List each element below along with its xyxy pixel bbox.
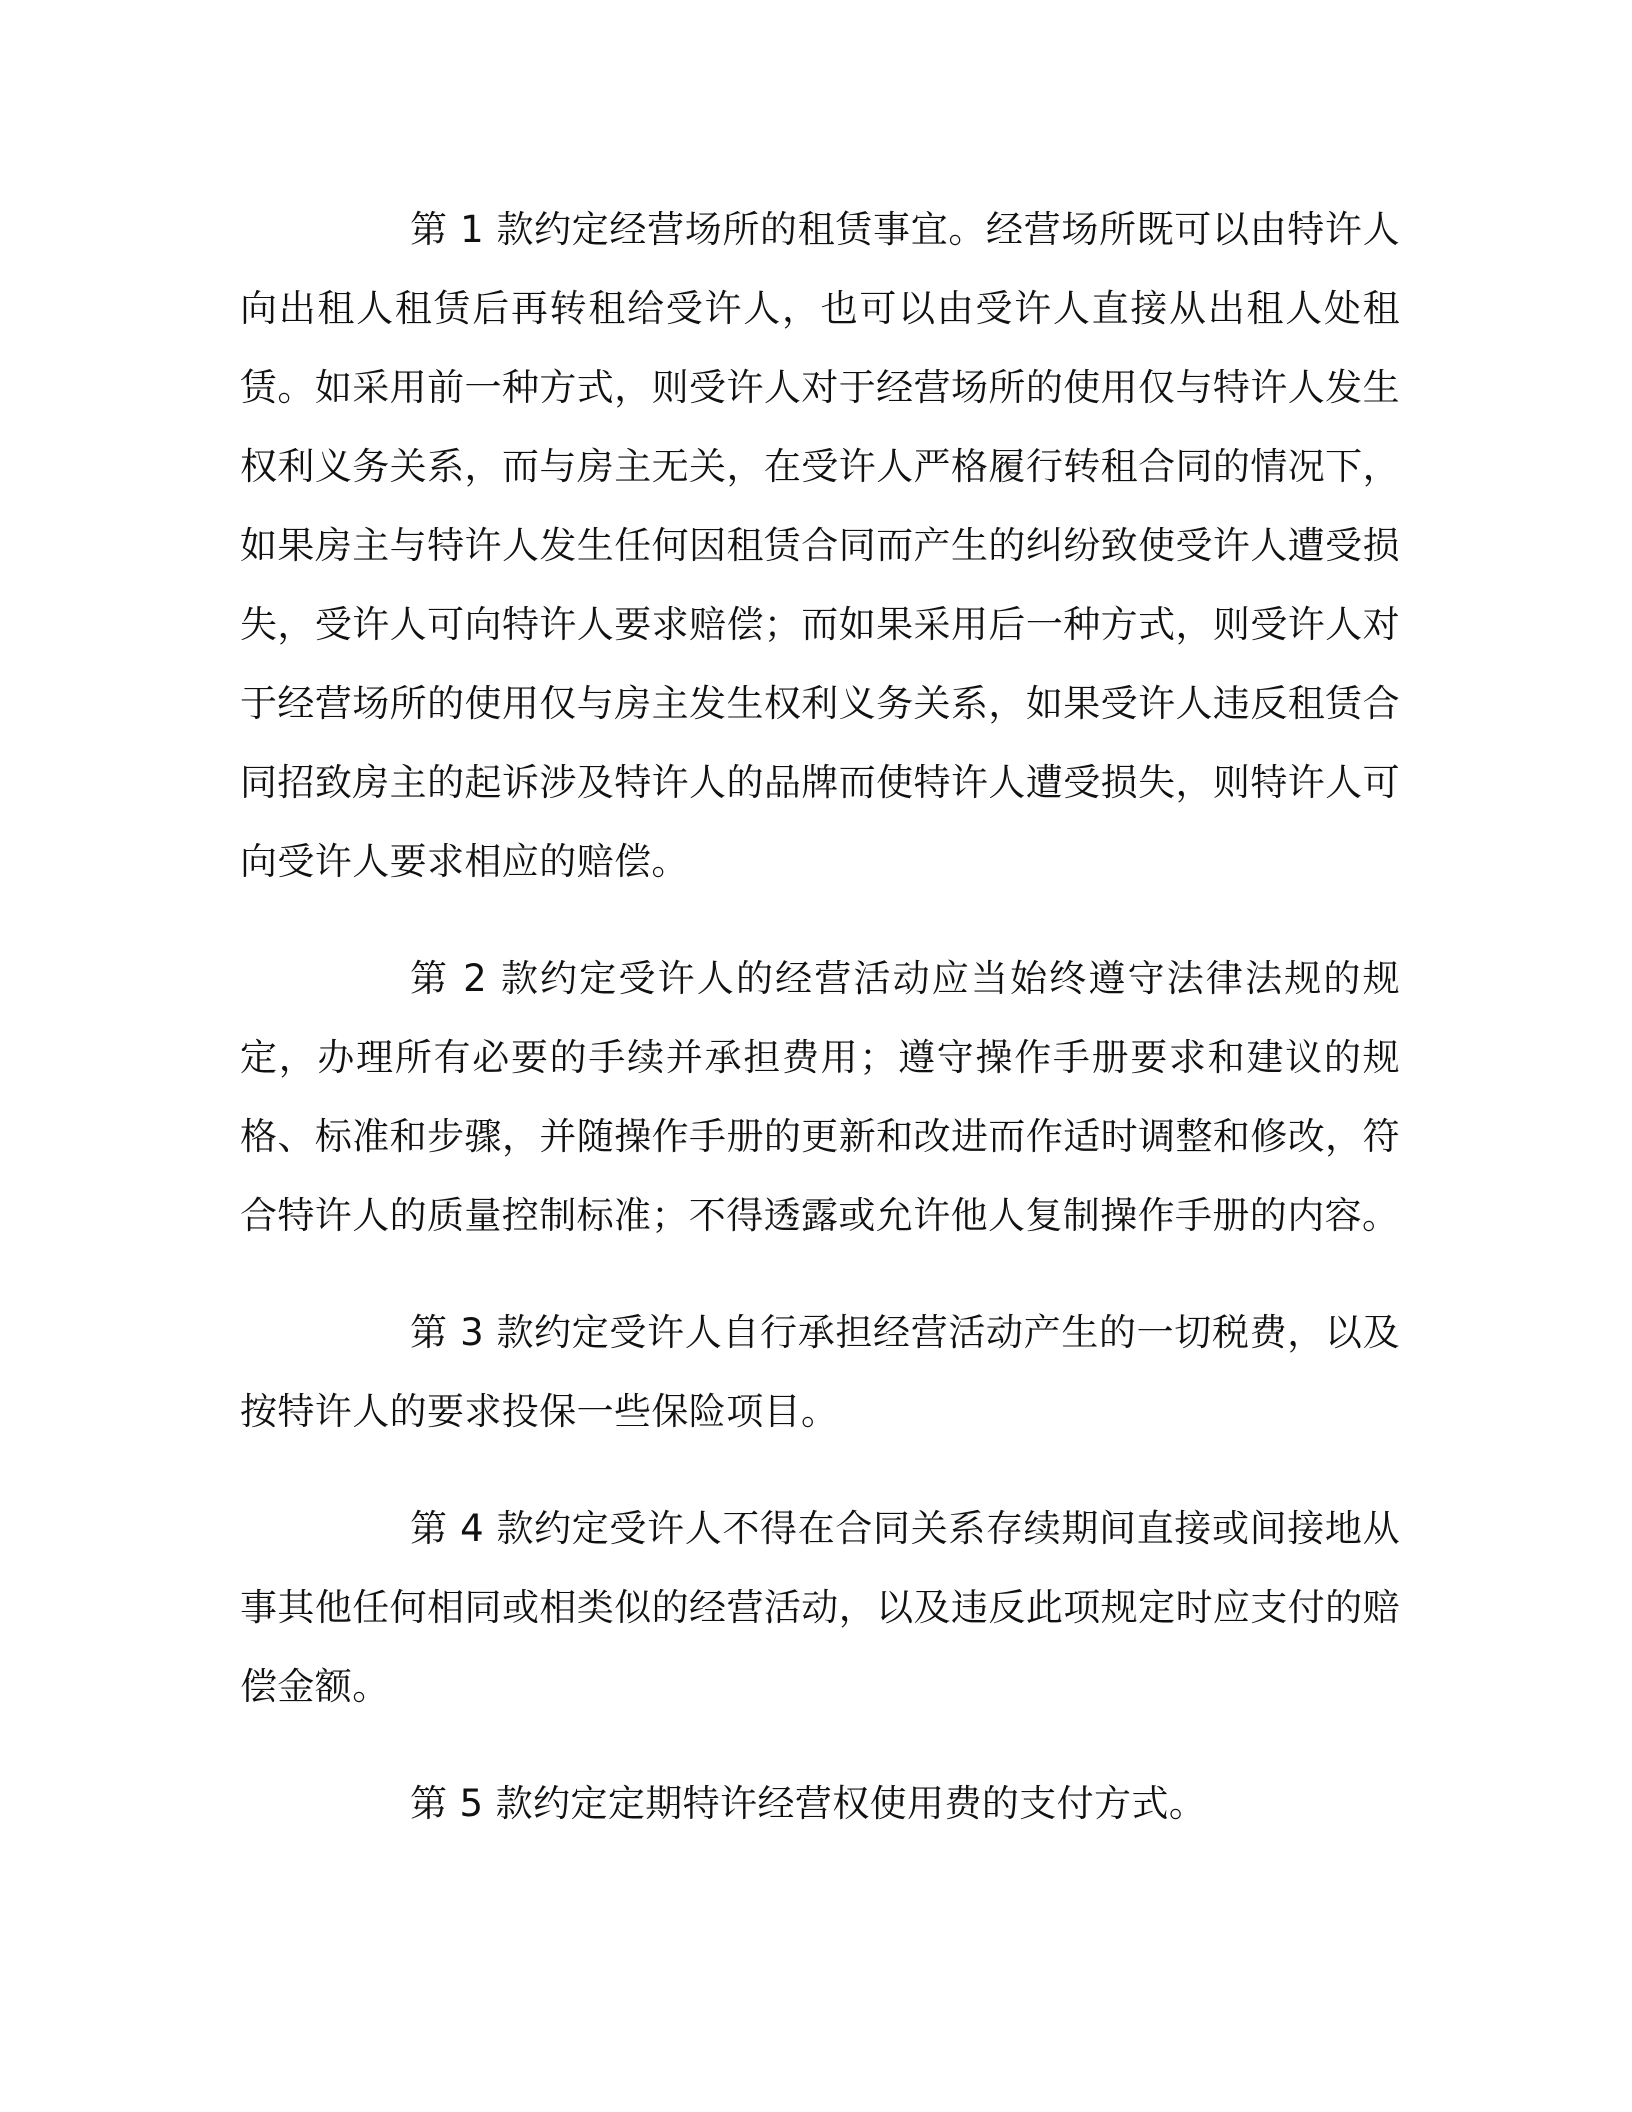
paragraph-clause-4: 第 4 款约定受许人不得在合同关系存续期间直接或间接地从事其他任何相同或相类似的经营活动，以及违反此项规定时应支付的赔偿金额。 bbox=[240, 1507, 1400, 1708]
paragraph-clause-3: 第 3 款约定受许人自行承担经营活动产生的一切税费，以及按特许人的要求投保一些保险项目。 bbox=[240, 1311, 1400, 1433]
document-body bbox=[240, 190, 1400, 1881]
paragraph-clause-2: 第 2 款约定受许人的经营活动应当始终遵守法律法规的规定，办理所有必要的手续并承担费用；遵守操作手册要求和建议的规格、标准和步骤，并随操作手册的更新和改进而作适时调整和修改，符合特许人的质量控制标准；不得透露或允许他人复制操作手册的内容。 bbox=[240, 957, 1400, 1237]
paragraph-clause-5: 第 5 款约定定期特许经营权使用费的支付方式。 bbox=[410, 1782, 1207, 1825]
paragraph-clause-1: 第 1 款约定经营场所的租赁事宜。经营场所既可以由特许人向出租人租赁后再转租给受许人，也可以由受许人直接从出租人处租赁。如采用前一种方式，则受许人对于经营场所的使用仅与特许人发生权利义务关系，而与房主无关，在受许人严格履行转租合同的情况下，如果房主与特许人发生任何因租赁合同而产生的纠纷致使受许人遭受损失，受许人可向特许人要求赔偿；而如果采用后一种方式，则受许人对于经营场所的使用仅与房主发生权利义务关系，如果受许人违反租赁合同招致房主的起诉涉及特许人的品牌而使特许人遭受损失，则特许人可向受许人要求相应的赔偿。 bbox=[240, 208, 1400, 883]
